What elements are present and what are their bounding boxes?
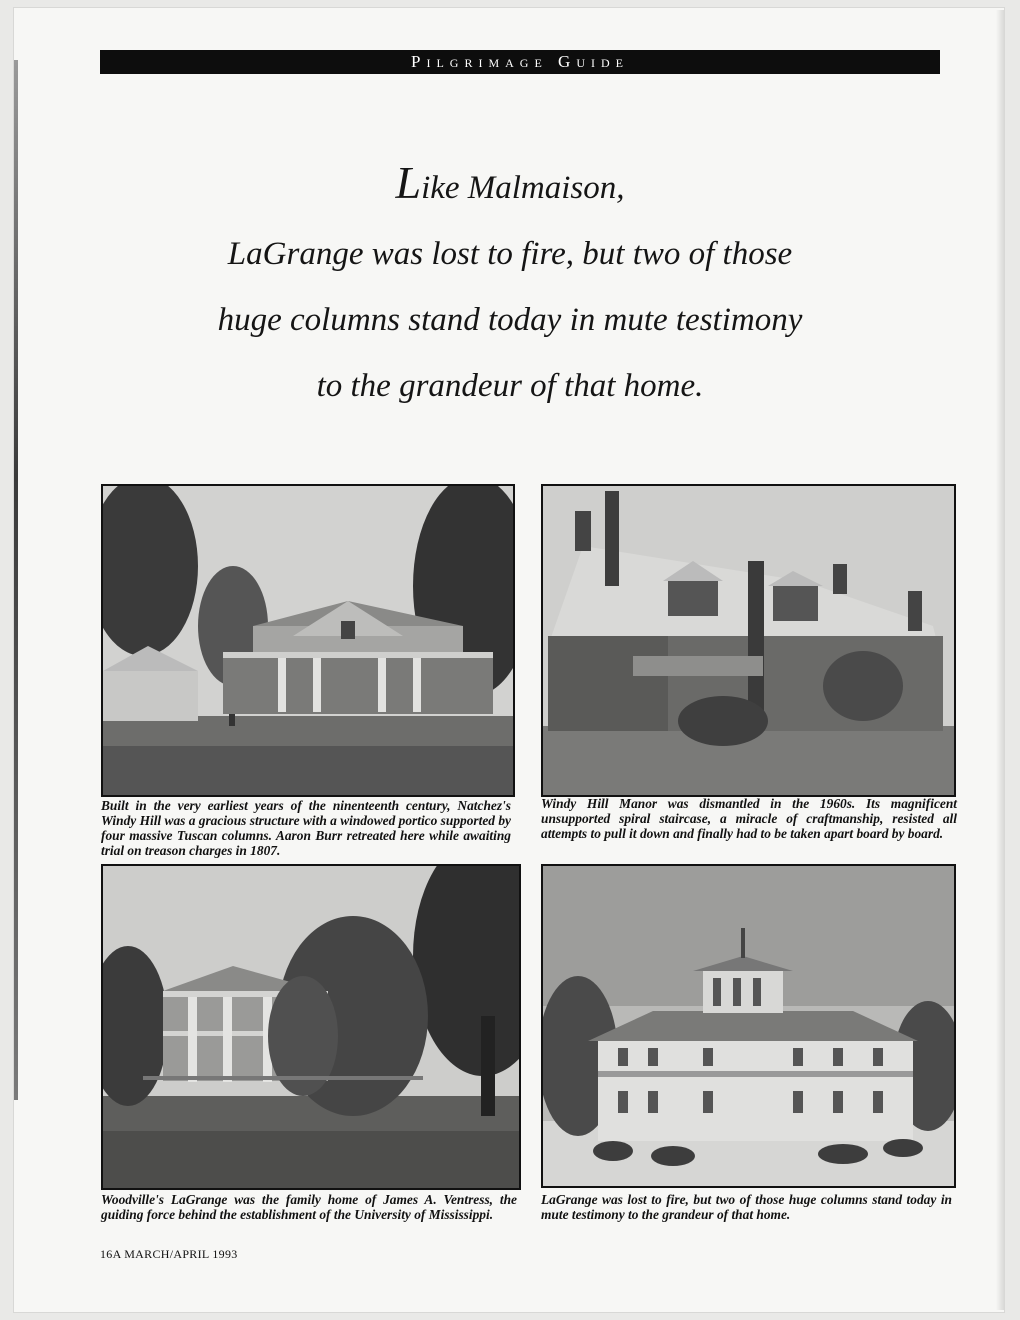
- page-edge: [996, 10, 1004, 1310]
- pull-quote-line-2: LaGrange was lost to fire, but two of those: [227, 236, 793, 272]
- section-header: [100, 50, 940, 74]
- photo-windy-hill-manor: [541, 484, 956, 797]
- page-folio: 16A MARCH/APRIL 1993: [100, 1247, 238, 1261]
- section-title: Pilgrimage Guide: [411, 52, 629, 71]
- pull-quote-line-1: Like Malmaison,: [395, 157, 625, 208]
- pull-quote-line-3: huge columns stand today in mute testimony: [217, 302, 803, 338]
- caption-lagrange-engraving: LaGrange was lost to fire, but two of those huge columns stand today in mute testimony to the grandeur of that home.: [541, 1192, 952, 1222]
- caption-windy-hill: Built in the very earliest years of the ninenteenth century, Natchez's Windy Hill was a gracious structure with a windowed portico supported by four massive Tuscan columns. Aaron Burr retreated here while awaiting trial on treason charges in 1807.: [101, 798, 511, 858]
- pull-quote: [150, 150, 870, 419]
- caption-windy-hill-manor: Windy Hill Manor was dismantled in the 1960s. Its magnificent unsupported spiral staircase, a miracle of craftmanship, resisted all attempts to pull it down and finally had to be taken apart board by board.: [541, 796, 957, 841]
- photo-woodville-lagrange: [101, 864, 521, 1190]
- drop-cap: L: [395, 157, 422, 208]
- binding-edge: [14, 60, 18, 1100]
- pull-quote-line-4: to the grandeur of that home.: [316, 368, 704, 404]
- photo-windy-hill: [101, 484, 515, 797]
- caption-woodville-lagrange: Woodville's LaGrange was the family home of James A. Ventress, the guiding force behind the establishment of the University of Mississippi.: [101, 1192, 517, 1222]
- photo-lagrange-engraving: [541, 864, 956, 1188]
